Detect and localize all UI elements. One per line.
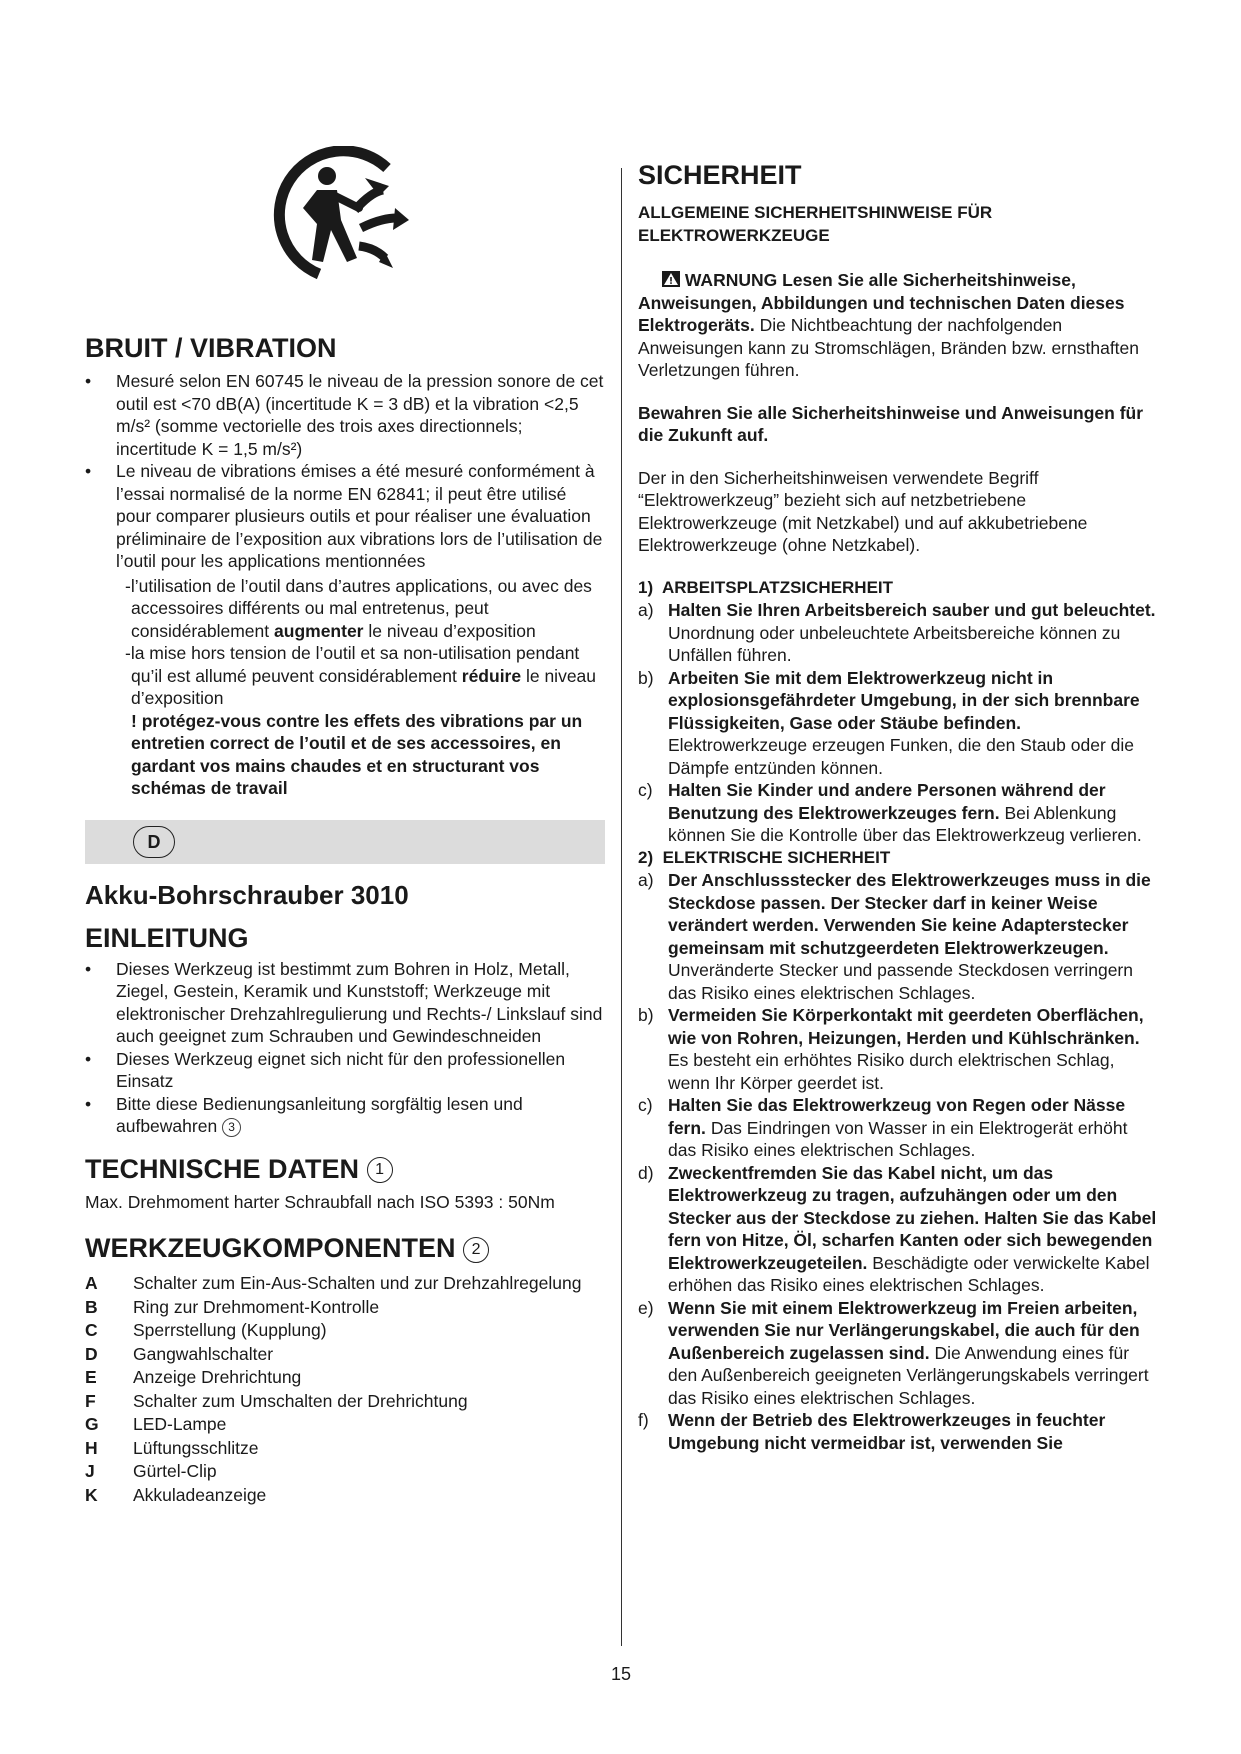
country-code-badge: D bbox=[133, 826, 175, 858]
safety-item-letter: c) bbox=[638, 1095, 653, 1115]
safety-item-instruction: Zweckentfremden Sie das Kabel nicht, um das Elektrowerkzeug zu tragen, aufzuhängen oder um den Stecker aus der Steckdose zu ziehen. Halten Sie das Kabel fern von Hitze, Öl, scharfen Kanten oder sich bewegenden Elektrowerkzeugeteilen. bbox=[668, 1162, 1157, 1273]
component-label: LED-Lampe bbox=[133, 1414, 227, 1434]
component-label: Anzeige Drehrichtung bbox=[133, 1367, 302, 1387]
safety-item-instruction: Der Anschlussstecker des Elektrowerkzeuges muss in die Steckdose passen. Der Stecker darf in keiner Weise verändert werden. Verwenden Sie keine Adapterstecker gemeinsam mit schutzgeerdeten Elektrowerkzeugen. bbox=[668, 870, 1151, 958]
safety-item-instruction: Halten Sie das Elektrowerkzeug von Regen oder Nässe fern. bbox=[668, 1095, 1126, 1138]
einleitung-list bbox=[85, 958, 605, 1138]
safety-item-instruction: Wenn Sie mit einem Elektrowerkzeug im Freien arbeiten, verwenden Sie nur Verlängerungskabel, die auch für den Außenbereich zugelassen sind. bbox=[668, 1297, 1140, 1363]
bruit-title: BRUIT / VIBRATION bbox=[85, 333, 337, 363]
component-key: J bbox=[85, 1461, 95, 1481]
section-2-heading: 2) ELEKTRISCHE SICHERHEIT bbox=[638, 847, 891, 867]
tech-text: Max. Drehmoment harter Schraubfall nach ISO 5393 : 50Nm bbox=[85, 1191, 555, 1212]
component-label: Schalter zum Umschalten der Drehrichtung bbox=[133, 1390, 468, 1411]
component-key: A bbox=[85, 1273, 98, 1293]
warning-paragraph: WARNUNG Lesen Sie alle Sicherheitshinweise, Anweisungen, Abbildungen und technischen Daten dieses Elektrogeräts. Die Nichtbeachtung der nachfolgenden Anweisungen kann zu Stromschlägen, Bränden bzw. ernsthaften Verletzungen führen. bbox=[638, 270, 1140, 380]
component-list bbox=[85, 1272, 605, 1507]
safety-item-letter: b) bbox=[638, 1005, 654, 1025]
component-label: Ring zur Drehmoment-Kontrolle bbox=[133, 1296, 380, 1317]
component-label: Sperrstellung (Kupplung) bbox=[133, 1320, 327, 1340]
component-key: B bbox=[85, 1296, 98, 1317]
safety-item-instruction: Arbeiten Sie mit dem Elektrowerkzeug nicht in explosionsgefährdeter Umgebung, in der sich brennbare Flüssigkeiten, Gase oder Stäube befinden. bbox=[668, 667, 1140, 733]
language-band bbox=[85, 820, 605, 864]
protect-note: ! protégez-vous contre les effets des vibrations par un entretien correct de l’outil et de ses accessoires, en gardant vos mains chaudes et en structurant vos schémas de travail bbox=[131, 710, 583, 798]
safety-item bbox=[638, 869, 1158, 1004]
safety-item-explanation: Unveränderte Stecker und passende Steckdosen verringern das Risiko eines elektrischen Schlages. bbox=[668, 960, 1133, 1003]
tech-title: TECHNISCHE DATEN 1 bbox=[85, 1154, 605, 1185]
keep-instructions: Bewahren Sie alle Sicherheitshinweise und Anweisungen für die Zukunft auf. bbox=[638, 402, 1144, 445]
section-1-list bbox=[638, 599, 1158, 847]
safety-item-instruction: Wenn der Betrieb des Elektrowerkzeuges in feuchter Umgebung nicht vermeidbar ist, verwenden Sie bbox=[668, 1410, 1106, 1453]
component-key: F bbox=[85, 1390, 96, 1411]
bruit-bullet-2: • Le niveau de vibrations émises a été mesuré conformément à l’essai normalisé de la norme EN 62841; il peut être utilisé pour comparer plusieurs outils et pour réaliser une évaluation préliminaire de l’exposition aux vibrations lors de l’utilisation de l’outil pour les applications mentionnées bbox=[85, 460, 605, 573]
safety-item-explanation: Das Eindringen von Wasser in ein Elektrogerät erhöht das Risiko eines elektrischen Schlages. bbox=[668, 1117, 1128, 1160]
safety-item-explanation: Die Anwendung eines für den Außenbereich geeigneten Verlängerungskabels verringert das Risiko eines elektrischen Schlages. bbox=[668, 1342, 1149, 1408]
figure-ref-3: 3 bbox=[222, 1118, 241, 1137]
einleitung-bullet-1: • Dieses Werkzeug ist bestimmt zum Bohren in Holz, Metall, Ziegel, Gestein, Keramik und Kunststoff; Werkzeuge mit elektronischer Drehzahlregulierung und Rechts-/ Linkslauf sind auch geeignet zum Schrauben und Gewindeschneiden bbox=[85, 958, 605, 1048]
product-title: Akku-Bohrschrauber 3010 bbox=[85, 879, 409, 910]
left-column bbox=[85, 333, 605, 1507]
safety-item bbox=[638, 599, 1158, 667]
component-label: Gürtel-Clip bbox=[133, 1461, 217, 1481]
right-column bbox=[638, 160, 1158, 1454]
component-label: Schalter zum Ein-Aus-Schalten und zur Drehzahlregelung bbox=[133, 1273, 582, 1293]
safety-item-letter: f) bbox=[638, 1410, 649, 1430]
exposure-note-reduce: -la mise hors tension de l’outil et sa non-utilisation pendant qu’il est allumé peuvent considérablement réduire le niveau d’exposition bbox=[125, 643, 597, 708]
safety-item-letter: a) bbox=[638, 870, 654, 890]
bruit-bullet-1: • Mesuré selon EN 60745 le niveau de la pression sonore de cet outil est <70 dB(A) (incertitude K = 3 dB) et la vibration <2,5 m/s² (somme vectorielle des trois axes directionnels; incertitude K = 1,5 m/s²) bbox=[85, 370, 605, 460]
safety-item-explanation: Es besteht ein erhöhtes Risiko durch elektrischen Schlag, wenn Ihr Körper geerdet ist. bbox=[668, 1050, 1115, 1093]
safety-item bbox=[638, 1162, 1158, 1297]
safety-item-instruction: Vermeiden Sie Körperkontakt mit geerdeten Oberflächen, wie von Rohren, Heizungen, Herden und Kühlschränken. bbox=[668, 1005, 1144, 1048]
page-number: 15 bbox=[610, 1664, 632, 1684]
safety-item-instruction: Halten Sie Ihren Arbeitsbereich sauber und gut beleuchtet. bbox=[668, 600, 1156, 620]
warning-icon bbox=[662, 271, 680, 287]
safety-item-letter: b) bbox=[638, 667, 654, 688]
triman-recycling-icon bbox=[267, 146, 417, 286]
sicherheit-subtitle: ALLGEMEINE SICHERHEITSHINWEISE FÜR ELEKTROWERKZEUGE bbox=[638, 203, 993, 245]
component-label: Akkuladeanzeige bbox=[133, 1484, 267, 1505]
safety-item-instruction: Halten Sie Kinder und andere Personen während der Benutzung des Elektrowerkzeuges fern. bbox=[668, 780, 1106, 823]
safety-item-explanation: Unordnung oder unbeleuchtete Arbeitsbereiche können zu Unfällen führen. bbox=[668, 622, 1121, 665]
exposure-notes bbox=[85, 575, 605, 800]
safety-item-letter: e) bbox=[638, 1297, 654, 1318]
safety-item-letter: a) bbox=[638, 600, 654, 620]
component-key: C bbox=[85, 1320, 98, 1340]
component-key: K bbox=[85, 1484, 98, 1505]
safety-item-letter: c) bbox=[638, 780, 653, 800]
safety-item bbox=[638, 1004, 1158, 1094]
safety-item-explanation: Elektrowerkzeuge erzeugen Funken, die den Staub oder die Dämpfe entzünden können. bbox=[668, 735, 1134, 778]
einleitung-bullet-3: • Bitte diese Bedienungsanleitung sorgfältig lesen und aufbewahren 3 bbox=[85, 1093, 605, 1138]
section-2-list bbox=[638, 869, 1158, 1454]
safety-item bbox=[638, 1094, 1158, 1162]
safety-item bbox=[638, 1297, 1158, 1410]
safety-item bbox=[638, 779, 1158, 847]
component-label: Lüftungsschlitze bbox=[133, 1437, 259, 1458]
bruit-list bbox=[85, 370, 605, 573]
figure-ref-2: 2 bbox=[463, 1237, 489, 1263]
safety-item bbox=[638, 667, 1158, 780]
sicherheit-title: SICHERHEIT bbox=[638, 160, 802, 190]
component-key: D bbox=[85, 1343, 98, 1364]
section-1-heading: 1) ARBEITSPLATZSICHERHEIT bbox=[638, 577, 894, 597]
column-divider bbox=[621, 168, 622, 1646]
einleitung-bullet-2: • Dieses Werkzeug eignet sich nicht für den professionellen Einsatz bbox=[85, 1048, 605, 1093]
safety-item bbox=[638, 1409, 1158, 1454]
safety-item-explanation: Bei Ablenkung können Sie die Kontrolle über das Elektrowerkzeug verlieren. bbox=[668, 802, 1142, 845]
figure-ref-1: 1 bbox=[367, 1157, 393, 1183]
component-label: Gangwahlschalter bbox=[133, 1343, 274, 1364]
comp-title: WERKZEUGKOMPONENTEN 2 bbox=[85, 1233, 605, 1264]
component-key: G bbox=[85, 1414, 99, 1434]
safety-item-explanation: Beschädigte oder verwickelte Kabel erhöhen das Risiko eines elektrischen Schlages. bbox=[668, 1252, 1150, 1295]
term-paragraph: Der in den Sicherheitshinweisen verwendete Begriff “Elektrowerkzeug” bezieht sich auf netzbetriebene Elektrowerkzeuge (mit Netzkabel) und auf akkubetriebene Elektrowerkzeuge (ohne Netzkabel). bbox=[638, 467, 1088, 555]
einleitung-title: EINLEITUNG bbox=[85, 922, 249, 953]
exposure-note-increase: -l’utilisation de l’outil dans d’autres applications, ou avec des accessoires différents ou mal entretenus, peut considérablement augmenter le niveau d’exposition bbox=[125, 575, 592, 641]
safety-item-letter: d) bbox=[638, 1162, 654, 1183]
component-key: E bbox=[85, 1367, 97, 1387]
component-key: H bbox=[85, 1437, 98, 1458]
